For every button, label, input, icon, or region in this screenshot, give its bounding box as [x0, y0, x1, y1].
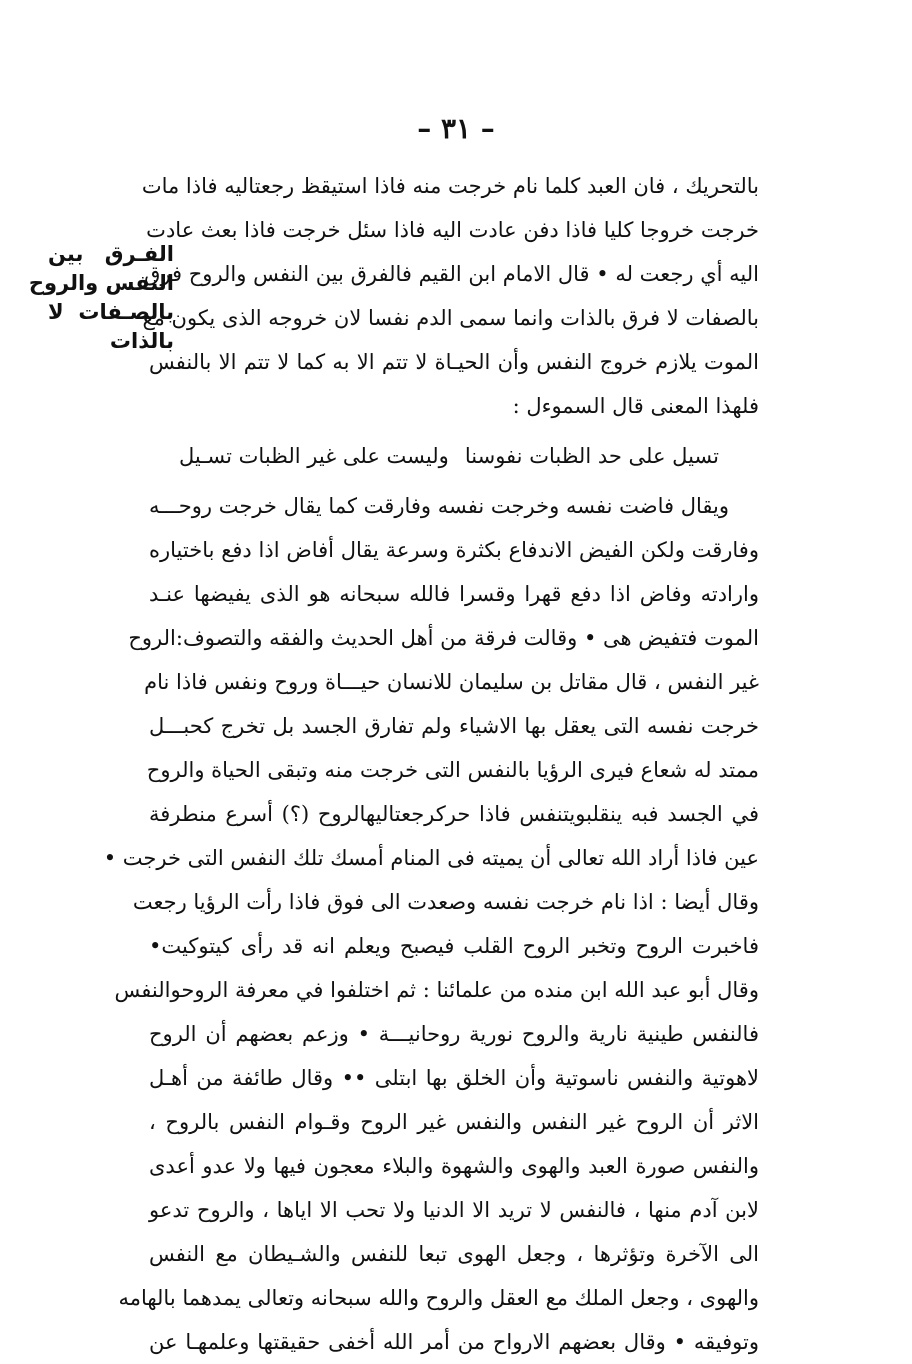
verse-hemistich-second: وليست على غير الظبات تسـيل — [179, 444, 449, 468]
text-line: فاخبرت الروح وتخبر الروح القلب فيصبح ويعلم انه قد رأى كيتوكيت• — [149, 934, 759, 958]
margin-note-line: الفـرق بين — [48, 242, 174, 266]
margin-note-line: بالذات — [109, 329, 174, 353]
margin-note-line: النفس والروح — [28, 271, 174, 295]
text-line: والنفس صورة العبد والهوى والشهوة والبلاء معجون فيها ولا عدو أعدى — [149, 1154, 759, 1178]
text-line: وقال أبو عبد الله ابن منده من علمائنا : ثم اختلفوا في معرفة الروحوالنفس — [114, 978, 759, 1002]
poetry-verse — [149, 428, 759, 484]
text-line: والهوى ، وجعل الملك مع العقل والروح والله سبحانه وتعالى يمدهما بالهامه — [118, 1286, 759, 1310]
text-line: فالنفس طينية نارية والروح نورية روحانيـــة • وزعم بعضهم أن الروح — [149, 1022, 759, 1046]
text-line: خرجت نفسه التى يعقل بها الاشياء ولم تفارق الجسد بل تخرج كحبـــل — [149, 714, 759, 738]
text-line: بالتحريك ، فان العبد كلما نام خرجت منه فاذا استيقظ رجعتاليه فاذا مات — [141, 174, 759, 198]
text-line: ممتد له شعاع فيرى الرؤيا بالنفس التى خرجت منه وتبقى الحياة والروح — [146, 758, 759, 782]
text-line: الموت فتفيض هى • وقالت فرقة من أهل الحديث والفقه والتصوف:الروح — [128, 626, 759, 650]
text-line: وارادته وفاض اذا دفع قهرا وقسرا فالله سبحانه هو الذى يفيضها عنـد — [149, 582, 759, 606]
text-line: ويقال فاضت نفسه وخرجت نفسه وفارقت كما يقال خرجت روحـــه — [149, 494, 729, 518]
verse-hemistich-first: تسيل على حد الظبات نفوسنا — [464, 444, 719, 468]
margin-note-line: بالصـفات لا — [48, 300, 174, 324]
text-line: اليه أي رجعت له • قال الامام ابن القيم فالفرق بين النفس والروح فرق — [144, 262, 759, 286]
text-line: لاهوتية والنفس ناسوتية وأن الخلق بها ابتلى •• وقال طائفة من أهـل — [149, 1066, 759, 1090]
text-line: وقال أيضا : اذا نام خرجت نفسه وصعدت الى فوق فاذا رأت الرؤيا رجعت — [132, 890, 759, 914]
text-line: الموت يلازم خروج النفس وأن الحيـاة لا تتم الا به كما لا تتم الا بالنفس — [149, 350, 759, 374]
text-line: لابن آدم منها ، فالنفس لا تريد الا الدنيا ولا تحب الا اياها ، والروح تدعو — [149, 1198, 759, 1222]
text-line: بالصفات لا فرق بالذات وانما سمى الدم نفسا لان خروجه الذى يكون مع — [142, 306, 759, 330]
page-number: – ٣١ – — [417, 112, 495, 145]
text-line: في الجسد فبه ينقلبويتنفس فاذا حركرجعتاليهالروح (؟) أسرع منطرفة — [149, 802, 759, 826]
text-line: فلهذا المعنى قال السموءل : — [512, 394, 759, 418]
text-line: وفارقت ولكن الفيض الاندفاع بكثرة وسرعة يقال أفاض اذا دفع باختياره — [149, 538, 759, 562]
text-line: الاثر أن الروح غير النفس والنفس غير الروح وقـوام النفس بالروح ، — [149, 1110, 759, 1134]
text-line: عين فاذا أراد الله تعالى أن يميته فى المنام أمسك تلك النفس التى خرجت • — [103, 846, 759, 870]
text-line: غير النفس ، قال مقاتل بن سليمان للانسان حيـــاة وروح ونفس فاذا نام — [144, 670, 759, 694]
text-line: وتوفيقه • وقال بعضهم الارواح من أمر الله أخفى حقيقتها وعلمهـا عن — [149, 1330, 759, 1354]
text-line: خرجت خروجا كليا فاذا دفن عادت اليه فاذا سئل خرجت فاذا بعث عادت — [146, 218, 759, 242]
text-line: الى الآخرة وتؤثرها ، وجعل الهوى تبعا للنفس والشـيطان مع النفس — [149, 1242, 759, 1266]
